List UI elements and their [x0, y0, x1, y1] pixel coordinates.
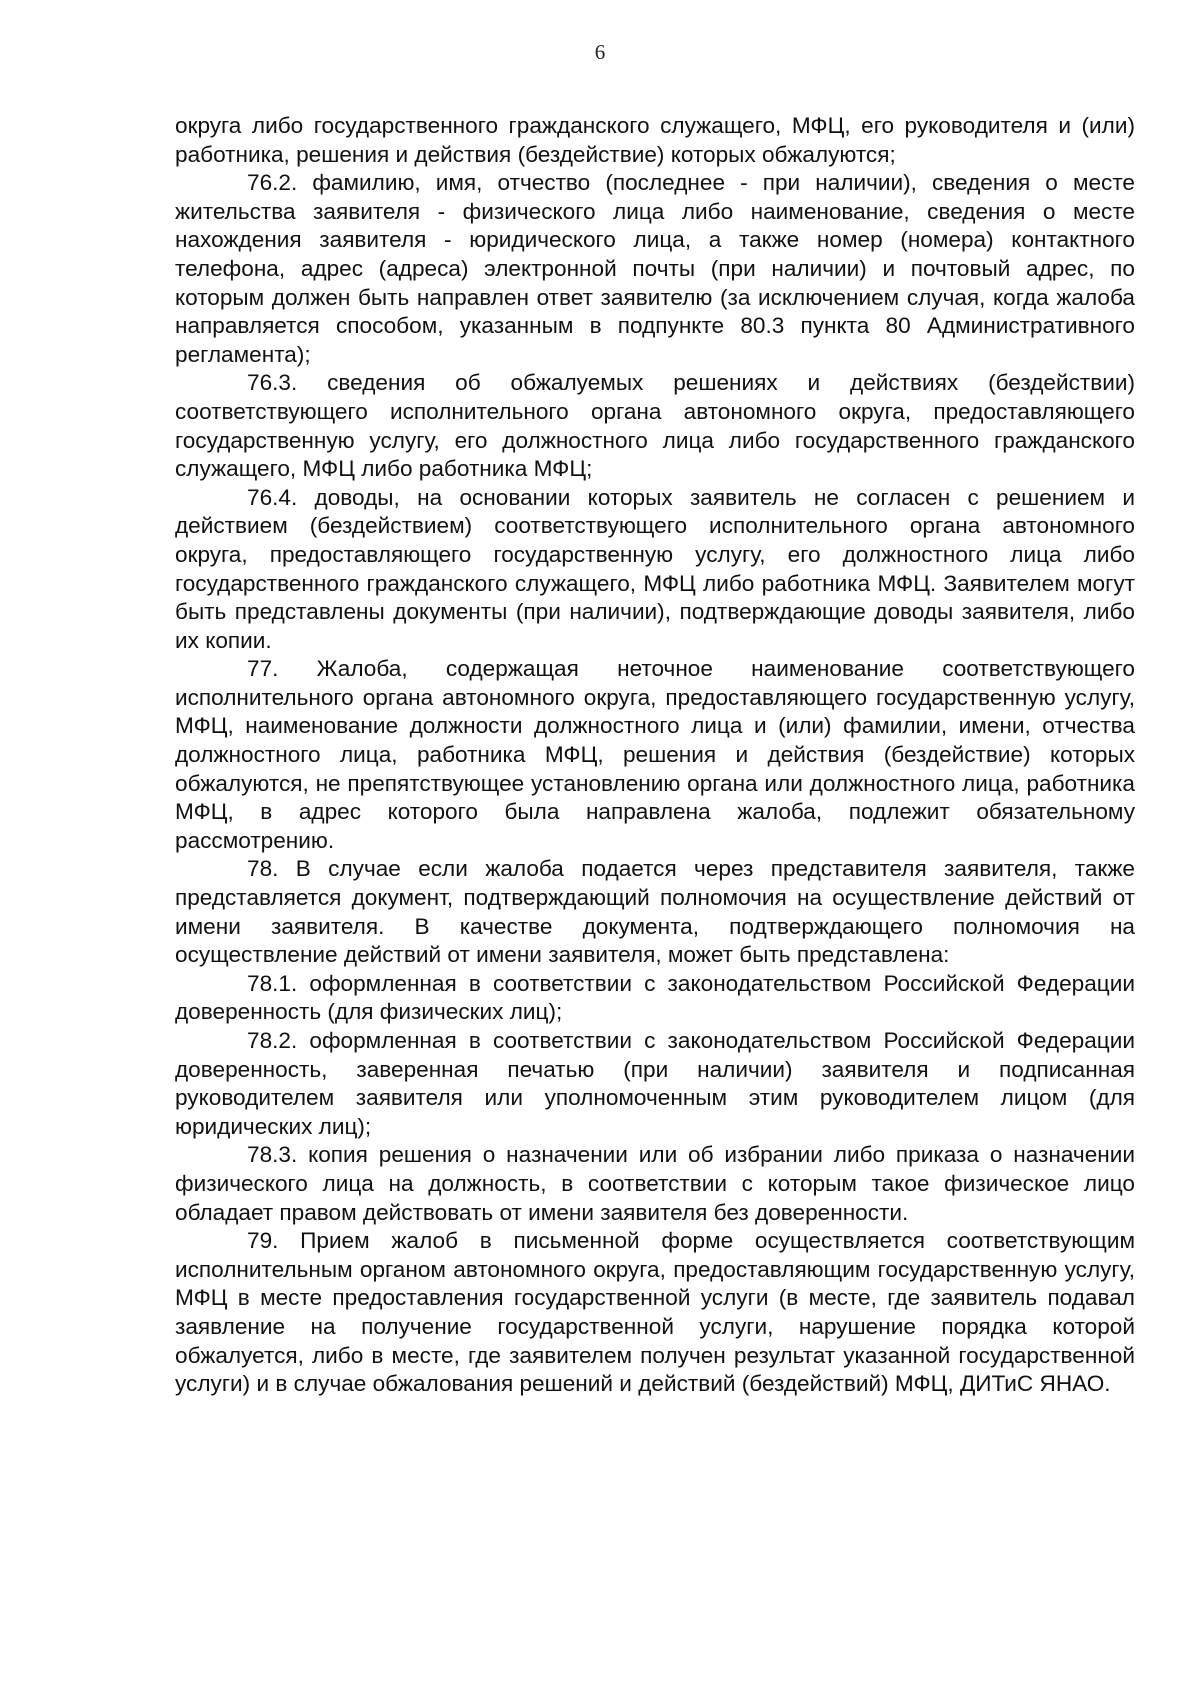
- paragraph-78: 78. В случае если жалоба подается через представителя заявителя, также представляется документ, подтверждающий полномочия на осуществление действий от имени заявителя. В качестве документа, подтверждающего полномочия на осуществление действий от имени заявителя, может быть представлена:: [175, 856, 1135, 968]
- paragraph-continuation: округа либо государственного гражданского служащего, МФЦ, его руководителя и (или) работника, решения и действия (бездействие) которых обжалуются;: [175, 113, 1135, 167]
- document-body: [175, 112, 1135, 1399]
- paragraph-77: 77. Жалоба, содержащая неточное наименование соответствующего исполнительного органа автономного округа, предоставляющего государственную услугу, МФЦ, наименование должности должностного лица и (или) фамилии, имени, отчества должностного лица, работника МФЦ, решения и действия (бездействие) которых обжалуются, не препятствующее установлению органа или должностного лица, работника МФЦ, в адрес которого была направлена жалоба, подлежит обязательному рассмотрению.: [175, 656, 1135, 853]
- paragraph-76-3: 76.3. сведения об обжалуемых решениях и действиях (бездействии) соответствующего исполнительного органа автономного округа, предоставляющего государственную услугу, его должностного лица либо государственного гражданского служащего, МФЦ либо работника МФЦ;: [175, 370, 1135, 482]
- page-number: 6: [594, 40, 606, 64]
- paragraph-79: 79. Прием жалоб в письменной форме осуществляется соответствующим исполнительным органом автономного округа, предоставляющим государственную услугу, МФЦ в месте предоставления государственной услуги (в месте, где заявитель подавал заявление на получение государственной услуги, нарушение порядка которой обжалуется, либо в месте, где заявителем получен результат указанной государственной услуги) и в случае обжалования решений и действий (бездействий) МФЦ, ДИТиС ЯНАО.: [175, 1228, 1135, 1397]
- paragraph-76-4: 76.4. доводы, на основании которых заявитель не согласен с решением и действием (бездействием) соответствующего исполнительного органа автономного округа, предоставляющего государственную услугу, его должностного лица либо государственного гражданского служащего, МФЦ либо работника МФЦ. Заявителем могут быть представлены документы (при наличии), подтверждающие доводы заявителя, либо их копии.: [175, 484, 1135, 653]
- paragraph-78-1: 78.1. оформленная в соответствии с законодательством Российской Федерации доверенность (для физических лиц);: [175, 970, 1135, 1025]
- paragraph-78-3: 78.3. копия решения о назначении или об избрании либо приказа о назначении физического лица на должность, в соответствии с которым такое физическое лицо обладает правом действовать от имени заявителя без доверенности.: [175, 1142, 1135, 1225]
- paragraph-76-2: 76.2. фамилию, имя, отчество (последнее - при наличии), сведения о месте жительства заявителя - физического лица либо наименование, сведения о месте нахождения заявителя - юридического лица, а также номер (номера) контактного телефона, адрес (адреса) электронной почты (при наличии) и почтовый адрес, по которым должен быть направлен ответ заявителю (за исключением случая, когда жалоба направляется способом, указанным в подпункте 80.3 пункта 80 Административного регламента);: [175, 170, 1135, 367]
- paragraph-78-2: 78.2. оформленная в соответствии с законодательством Российской Федерации доверенность, заверенная печатью (при наличии) заявителя и подписанная руководителем заявителя или уполномоченным этим руководителем лицом (для юридических лиц);: [175, 1028, 1135, 1139]
